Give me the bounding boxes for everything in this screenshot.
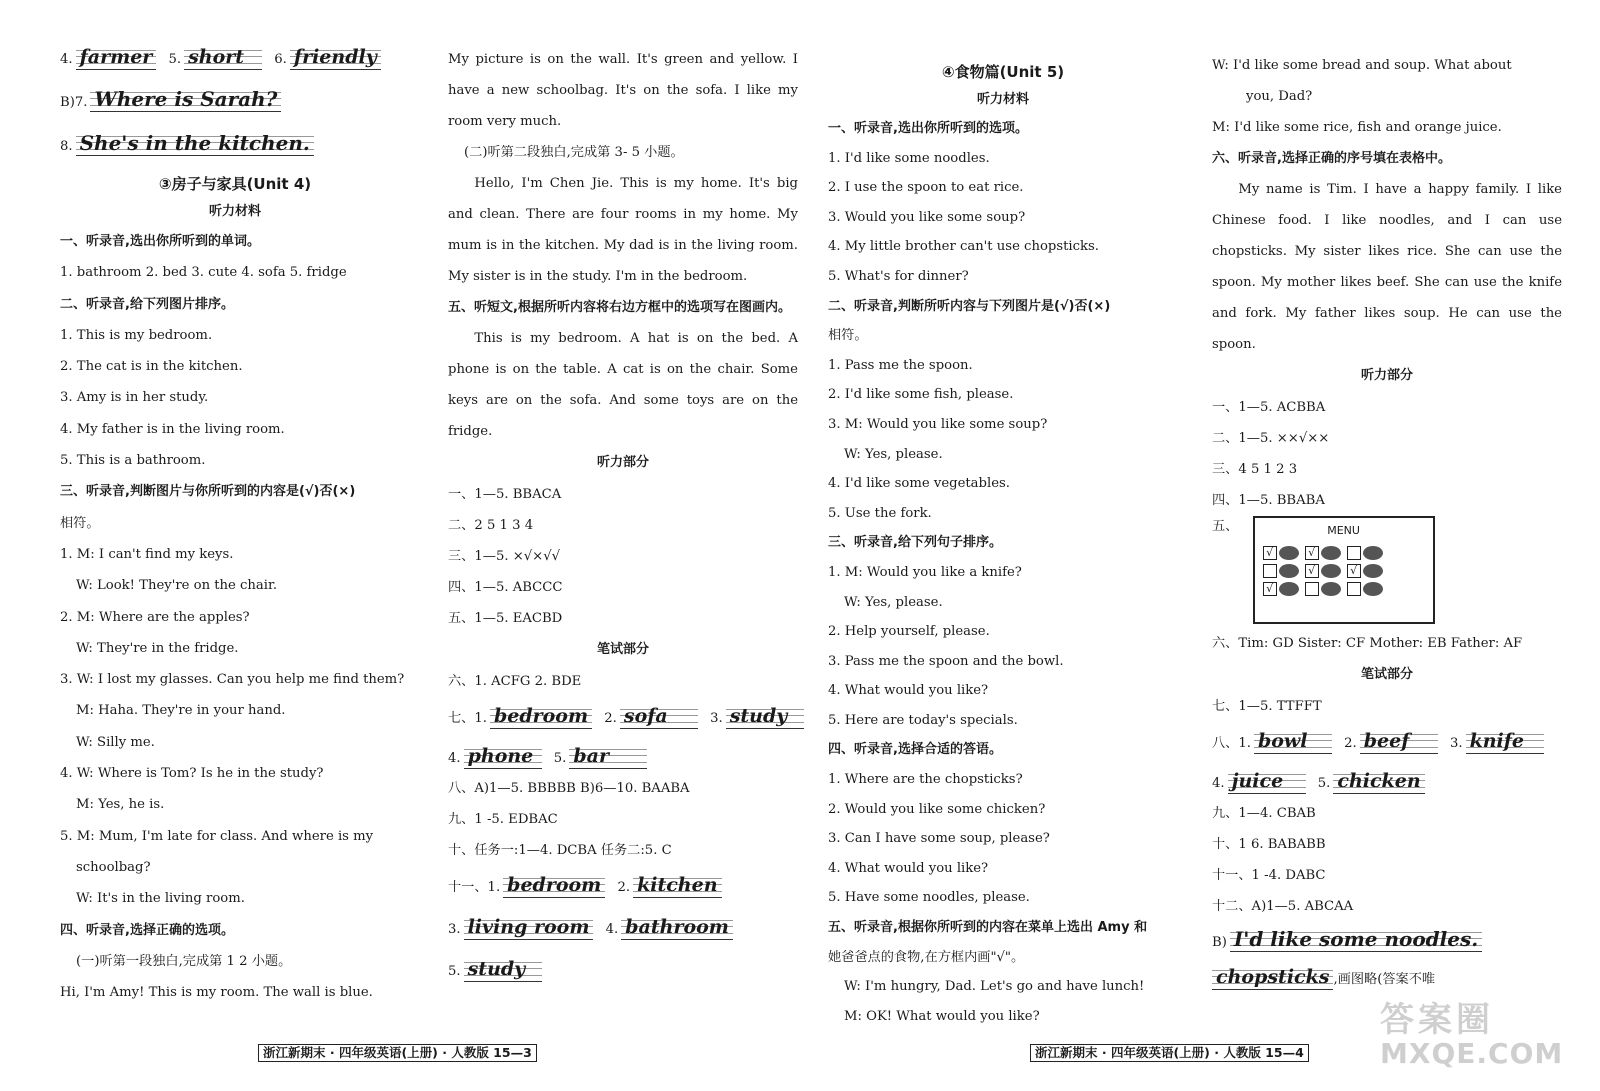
listening-material-unit5 (828, 114, 1178, 1031)
text-line: 2. I'd like some fish, please. (828, 387, 1014, 403)
text-line: 5. Use the fork. (828, 505, 932, 521)
column-4 (1212, 44, 1562, 986)
menu-row (1255, 564, 1433, 578)
menu-item (1305, 582, 1341, 596)
text-line: 2. Would you like some chicken? (828, 801, 1046, 817)
handwritten-answer: chopsticks (1212, 964, 1333, 990)
answer-line: 五、1—5. EACBD (448, 611, 563, 626)
food-icon (1363, 564, 1383, 578)
answer-row-8: 八、1. bowl 2. beef 3. knife (1212, 728, 1562, 750)
handwritten-answer: phone (464, 743, 542, 769)
answer-line: 二、1—5. ××√×× (1212, 431, 1330, 446)
watermark-logo: 答案圈 MXQE.COM (1380, 1000, 1564, 1070)
handwritten-answer: beef (1360, 728, 1438, 754)
menu-item (1263, 564, 1299, 578)
question-heading: 五、听录音,根据你所听到的内容在菜单上选出 Amy 和 (828, 920, 1148, 936)
text-line: 相符。 (828, 328, 868, 344)
text-line: W: I'm hungry, Dad. Let's go and have lunch! (844, 979, 1145, 995)
checkbox-mark: √ (1347, 564, 1361, 578)
text-line: 1. bathroom 2. bed 3. cute 4. sofa 5. fridge (60, 265, 347, 281)
question-heading: 四、听录音,选择正确的选项。 (60, 922, 234, 938)
food-icon (1279, 546, 1299, 560)
menu-row (1255, 546, 1433, 560)
menu-item (1305, 546, 1341, 560)
section-title-unit4: ③房子与家具(Unit 4) (158, 175, 312, 193)
text-line: 2. M: Where are the apples? (60, 609, 250, 625)
handwritten-answer: farmer (76, 44, 157, 70)
question-heading: 二、听录音,判断所听内容与下列图片是(√)否(×) (828, 298, 1111, 314)
text-line: 2. The cat is in the kitchen. (60, 359, 243, 375)
handwritten-answer: short (184, 44, 262, 70)
question-heading: 三、听录音,判断图片与你所听到的内容是(√)否(×) (60, 484, 356, 500)
handwritten-answer: bedroom (490, 703, 592, 729)
menu-answer-row: 五、 MENU √ √ √ √ √ (1212, 516, 1562, 628)
menu-item (1263, 582, 1299, 596)
handwritten-answer: study (726, 703, 804, 729)
checkbox-mark: √ (1305, 564, 1319, 578)
text-line: M: Yes, he is. (76, 797, 165, 813)
checkbox-mark: √ (1263, 546, 1277, 560)
answer-row-7: B)7. Where is Sarah? (60, 86, 410, 116)
text-line: W: Silly me. (76, 734, 155, 750)
answer-row-11b: 3. living room 4. bathroom (448, 914, 798, 936)
question-heading: 六、听录音,选择正确的序号填在表格中。 (1212, 151, 1451, 166)
menu-picture (1253, 516, 1435, 624)
text-line: Hi, I'm Amy! This is my room. The wall is blue. (60, 985, 373, 1001)
column-3 (828, 44, 1178, 1031)
menu-item (1347, 546, 1383, 560)
menu-grid (1255, 546, 1433, 596)
text-line: 她爸爸点的食物,在方框内画"√"。 (828, 949, 1025, 965)
section-heading: 听力部分 (1360, 368, 1413, 383)
answer-row-12c: chopsticks ,画图略(答案不唯 (1212, 964, 1562, 986)
column-2 (448, 44, 798, 978)
text-line: 4. My father is in the living room. (60, 421, 285, 437)
answer-line: 三、1—5. ×√×√√ (448, 549, 561, 564)
answer-line: 九、1 -5. EDBAC (448, 812, 558, 827)
answer-line: 十一、1 -4. DABC (1212, 868, 1326, 883)
text-line: 3. Pass me the spoon and the bowl. (828, 653, 1064, 669)
handwritten-answer: kitchen (633, 872, 721, 898)
listening-material-unit4 (60, 226, 410, 1008)
text-line: M: Haha. They're in your hand. (76, 703, 286, 719)
answer-row-4-6: 4. farmer 5. short 6. friendly (60, 44, 410, 74)
text-line: 5. This is a bathroom. (60, 453, 206, 469)
text-line: 5. What's for dinner? (828, 268, 969, 284)
answer-line: 七、1—5. TTFFT (1212, 699, 1322, 714)
answer-line: 六、1. ACFG 2. BDE (448, 674, 582, 689)
text-line: (一)听第一段独白,完成第 1 2 小题。 (76, 953, 292, 969)
question-heading: 三、听录音,给下列句子排序。 (828, 535, 1002, 551)
page-footer-right: 浙江新期末 · 四年级英语(上册) · 人教版 15—4 (1030, 1044, 1309, 1062)
text-line: 5. Have some noodles, please. (828, 890, 1030, 906)
handwritten-answer: Where is Sarah? (90, 86, 281, 112)
answer-line: 四、1—5. BBABA (1212, 493, 1325, 508)
text-line: M: OK! What would you like? (844, 1008, 1040, 1024)
text-line: (二)听第二段独白,完成第 3- 5 小题。 (464, 145, 684, 160)
text-line: 1. Where are the chopsticks? (828, 772, 1023, 788)
handwritten-answer: friendly (290, 44, 381, 70)
question-heading: 二、听录音,给下列图片排序。 (60, 296, 234, 312)
food-icon (1363, 582, 1383, 596)
section-title-unit5: ④食物篇(Unit 5) (941, 63, 1065, 81)
handwritten-answer: juice (1228, 768, 1306, 794)
answer-line: 一、1—5. BBACA (448, 487, 562, 502)
text-line: 4. I'd like some vegetables. (828, 476, 1010, 492)
menu-item (1347, 564, 1383, 578)
text-line: 2. Help yourself, please. (828, 624, 990, 640)
answer-line: 九、1—4. CBAB (1212, 806, 1316, 821)
question-heading: 一、听录音,选出你所听到的选项。 (828, 121, 1028, 136)
text-line: 3. W: I lost my glasses. Can you help me find them? (60, 672, 405, 688)
food-icon (1363, 546, 1383, 560)
handwritten-answer: She's in the kitchen. (76, 130, 314, 156)
paragraph: My name is Tim. I have a happy family. I like Chinese food. I like noodles, and I can use chopsticks. My sister likes rice. She can use the spoon. My mother likes beef. She can use the knife and fork. My father likes soup. He can use the spoon. (1212, 182, 1562, 352)
answer-row-8b: 4. juice 5. chicken (1212, 768, 1562, 790)
section-heading: 听力部分 (596, 455, 649, 470)
text-line: 4. What would you like? (828, 683, 989, 699)
column-1 (60, 44, 410, 1008)
answer-row-7b: 4. phone 5. bar (448, 743, 798, 765)
answer-line: 六、Tim: GD Sister: CF Mother: EB Father: AF (1212, 636, 1523, 651)
text-line: W: I'd like some bread and soup. What about (1212, 58, 1512, 73)
text-line: 1. I'd like some noodles. (828, 150, 990, 166)
question-heading: 一、听录音,选出你所听到的单词。 (60, 234, 260, 249)
answer-row-11c: 5. study (448, 956, 798, 978)
text-line: W: Yes, please. (844, 594, 943, 610)
checkbox-mark (1305, 582, 1319, 596)
handwritten-answer: I'd like some noodles. (1230, 926, 1482, 952)
paragraph: Hello, I'm Chen Jie. This is my home. It's big and clean. There are four rooms in my home. My mum is in the kitchen. My dad is in the living room. My sister is in the study. I'm in the bedroom. (448, 176, 798, 284)
answer-line: 二、2 5 1 3 4 (448, 518, 534, 533)
handwritten-answer: knife (1466, 728, 1544, 754)
handwritten-answer: chicken (1333, 768, 1424, 794)
checkbox-mark (1347, 582, 1361, 596)
question-heading: 五、听短文,根据所听内容将右边方框中的选项写在图画内。 (448, 300, 791, 315)
text-line: 4. What would you like? (828, 860, 989, 876)
text-line: 3. M: Would you like some soup? (828, 416, 1048, 432)
text-line: W: They're in the fridge. (76, 640, 239, 656)
text-line: 4. My little brother can't use chopsticks. (828, 239, 1099, 255)
text-line: W: It's in the living room. (76, 891, 245, 907)
text-line: schoolbag? (76, 859, 151, 875)
text-line: 1. This is my bedroom. (60, 327, 213, 343)
section-subtitle: 听力材料 (208, 204, 261, 219)
food-icon (1321, 546, 1341, 560)
text-line: M: I'd like some rice, fish and orange juice. (1212, 120, 1502, 135)
food-icon (1321, 564, 1341, 578)
page-footer-left: 浙江新期末 · 四年级英语(上册) · 人教版 15—3 (258, 1044, 537, 1062)
text-line: 5. Here are today's specials. (828, 712, 1018, 728)
text-line: 1. M: I can't find my keys. (60, 546, 234, 562)
handwritten-answer: sofa (620, 703, 698, 729)
handwritten-answer: bowl (1254, 728, 1332, 754)
menu-title: MENU (1327, 524, 1360, 537)
text-line: 5. M: Mum, I'm late for class. And where is my (60, 828, 374, 844)
answer-line: 十、任务一:1—4. DCBA 任务二:5. C (448, 843, 672, 858)
section-heading: 笔试部分 (1360, 667, 1413, 682)
checkbox-mark (1347, 546, 1361, 560)
checkbox-mark (1263, 564, 1277, 578)
menu-row (1255, 582, 1433, 596)
food-icon (1279, 564, 1299, 578)
text-line: 1. Pass me the spoon. (828, 357, 973, 373)
text-line: 1. M: Would you like a knife? (828, 564, 1022, 580)
section-heading: 笔试部分 (596, 642, 649, 657)
handwritten-answer: study (464, 956, 542, 982)
food-icon (1279, 582, 1299, 596)
food-icon (1321, 582, 1341, 596)
handwritten-answer: living room (464, 914, 594, 940)
answer-line: 八、A)1—5. BBBBB B)6—10. BAABA (448, 781, 690, 796)
handwritten-answer: bedroom (503, 872, 605, 898)
answer-row-7: 七、1. bedroom 2. sofa 3. study (448, 703, 798, 725)
answer-row-12b: B) I'd like some noodles. (1212, 926, 1562, 948)
checkbox-mark: √ (1305, 546, 1319, 560)
text-line: 2. I use the spoon to eat rice. (828, 180, 1024, 196)
answer-line: 三、4 5 1 2 3 (1212, 462, 1298, 477)
answer-row-8: 8. She's in the kitchen. (60, 130, 410, 160)
text-line: 3. Would you like some soup? (828, 209, 1026, 225)
handwritten-answer: bathroom (621, 914, 733, 940)
checkbox-mark: √ (1263, 582, 1277, 596)
text-line: W: Yes, please. (844, 446, 943, 462)
menu-item (1305, 564, 1341, 578)
text-line: you, Dad? (1246, 89, 1313, 104)
text-line: 4. W: Where is Tom? Is he in the study? (60, 766, 324, 782)
menu-item (1347, 582, 1383, 596)
answer-row-11: 十一、1. bedroom 2. kitchen (448, 872, 798, 894)
question-heading: 四、听录音,选择合适的答语。 (828, 742, 1002, 758)
menu-item (1263, 546, 1299, 560)
paragraph: My picture is on the wall. It's green and yellow. I have a new schoolbag. It's on the sofa. I like my room very much. (448, 52, 798, 129)
text-line: 相符。 (60, 515, 100, 531)
answer-line: 十、1 6. BABABB (1212, 837, 1326, 852)
answer-line: 一、1—5. ACBBA (1212, 400, 1326, 415)
text-line: W: Look! They're on the chair. (76, 578, 278, 594)
answer-line: 十二、A)1—5. ABCAA (1212, 899, 1354, 914)
answer-line: 四、1—5. ABCCC (448, 580, 563, 595)
text-line: 3. Amy is in her study. (60, 390, 209, 406)
section-subtitle: 听力材料 (976, 92, 1029, 107)
handwritten-answer: bar (569, 743, 647, 769)
text-line: 3. Can I have some soup, please? (828, 831, 1050, 847)
paragraph: This is my bedroom. A hat is on the bed. A phone is on the table. A cat is on the chair. Some keys are on the sofa. And some toys are on the fridge. (448, 331, 798, 439)
